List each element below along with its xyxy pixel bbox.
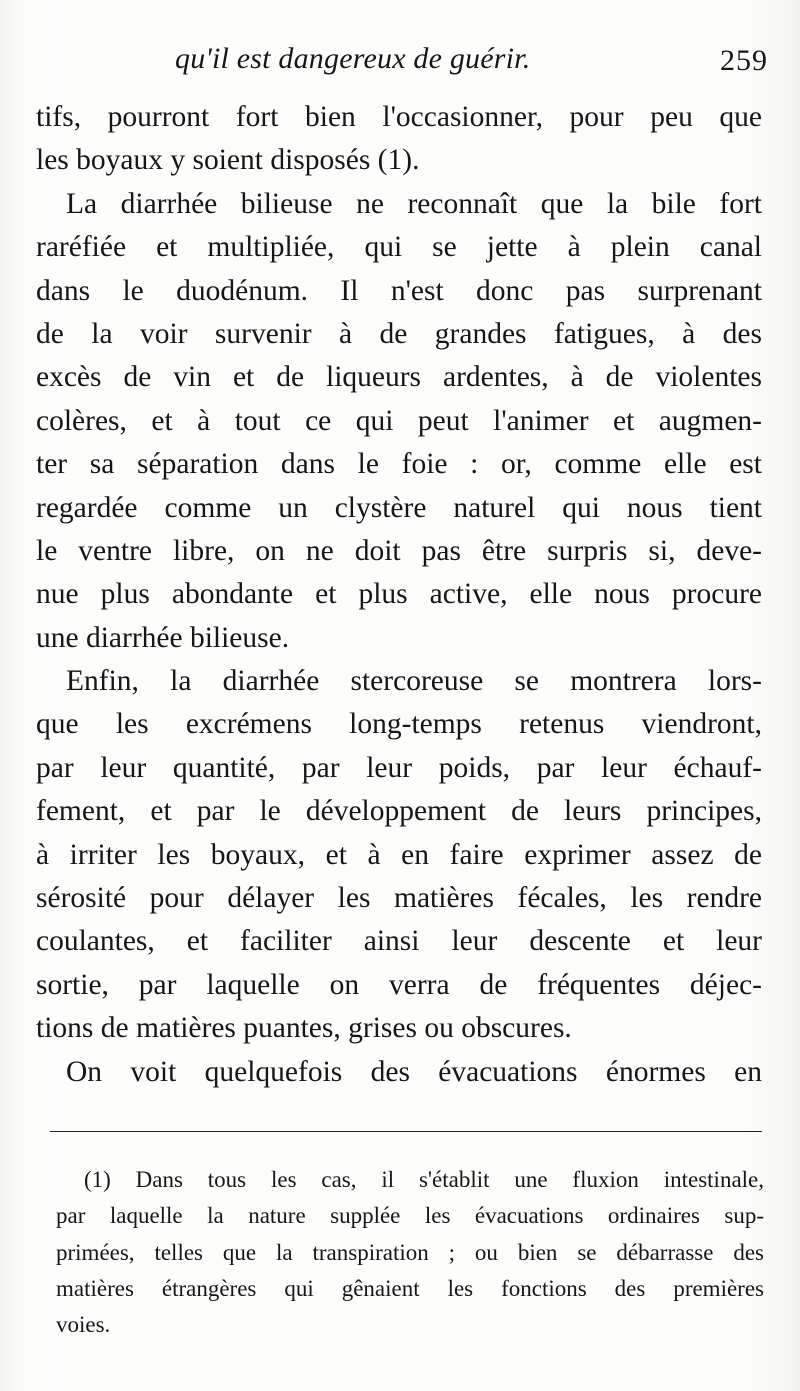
body-line-23: On voit quelquefois des évacuations énormes en [66, 1055, 762, 1088]
body-line-17: fement, et par le développement de leurs principes, [36, 795, 762, 828]
body-line-7: excès de vin et de liqueurs ardentes, à de violentes [36, 361, 762, 394]
body-line-20: coulantes, et faciliter ainsi leur descente et leur [36, 925, 762, 958]
body-text [36, 96, 762, 1094]
footnote-line-5: voies. [56, 1312, 111, 1338]
page-header [0, 42, 800, 86]
footnote [56, 1162, 764, 1343]
body-line-15: que les excrémens long-temps retenus viendront, [36, 708, 762, 741]
footnote-line-3: primées, telles que la transpiration ; ou bien se débarrasse des [56, 1239, 764, 1265]
page-number: 259 [720, 44, 768, 77]
body-line-9: ter sa séparation dans le foie : or, comme elle est [36, 448, 762, 481]
body-line-12: nue plus abondante et plus active, elle nous procure [36, 578, 762, 611]
footnote-rule [50, 1131, 762, 1132]
body-line-13: une diarrhée bilieuse. [36, 621, 290, 654]
body-line-18: à irriter les boyaux, et à en faire exprimer assez de [36, 838, 762, 871]
body-line-19: sérosité pour délayer les matières fécales, les rendre [36, 882, 762, 915]
body-line-5: dans le duodénum. Il n'est donc pas surprenant [36, 274, 762, 307]
body-line-14: Enfin, la diarrhée stercoreuse se montrera lors- [66, 665, 762, 698]
body-line-6: de la voir survenir à de grandes fatigues, à des [36, 317, 762, 350]
footnote-line-2: par laquelle la nature supplée les évacuations ordinaires sup- [56, 1203, 764, 1229]
footnote-line-4: matières étrangères qui gênaient les fonctions des premières [56, 1275, 764, 1301]
body-line-3: La diarrhée bilieuse ne reconnaît que la bile fort [66, 187, 762, 220]
body-line-10: regardée comme un clystère naturel qui nous tient [36, 491, 762, 524]
body-line-4: raréfiée et multipliée, qui se jette à plein canal [36, 231, 762, 264]
body-line-16: par leur quantité, par leur poids, par leur échauf- [36, 751, 762, 784]
body-line-21: sortie, par laquelle on verra de fréquentes déjec- [36, 968, 762, 1001]
running-title: qu'il est dangereux de guérir. [175, 42, 531, 75]
body-line-22: tions de matières puantes, grises ou obscures. [36, 1012, 572, 1045]
body-line-1: tifs, pourront fort bien l'occasionner, pour peu que [36, 101, 762, 133]
body-line-11: le ventre libre, on ne doit pas être surpris si, deve- [36, 534, 762, 567]
footnote-line-1: (1) Dans tous les cas, il s'établit une fluxion intestinale, [84, 1167, 764, 1192]
body-line-8: colères, et à tout ce qui peut l'animer et augmen- [36, 404, 762, 437]
body-line-2: les boyaux y soient disposés (1). [36, 144, 420, 177]
